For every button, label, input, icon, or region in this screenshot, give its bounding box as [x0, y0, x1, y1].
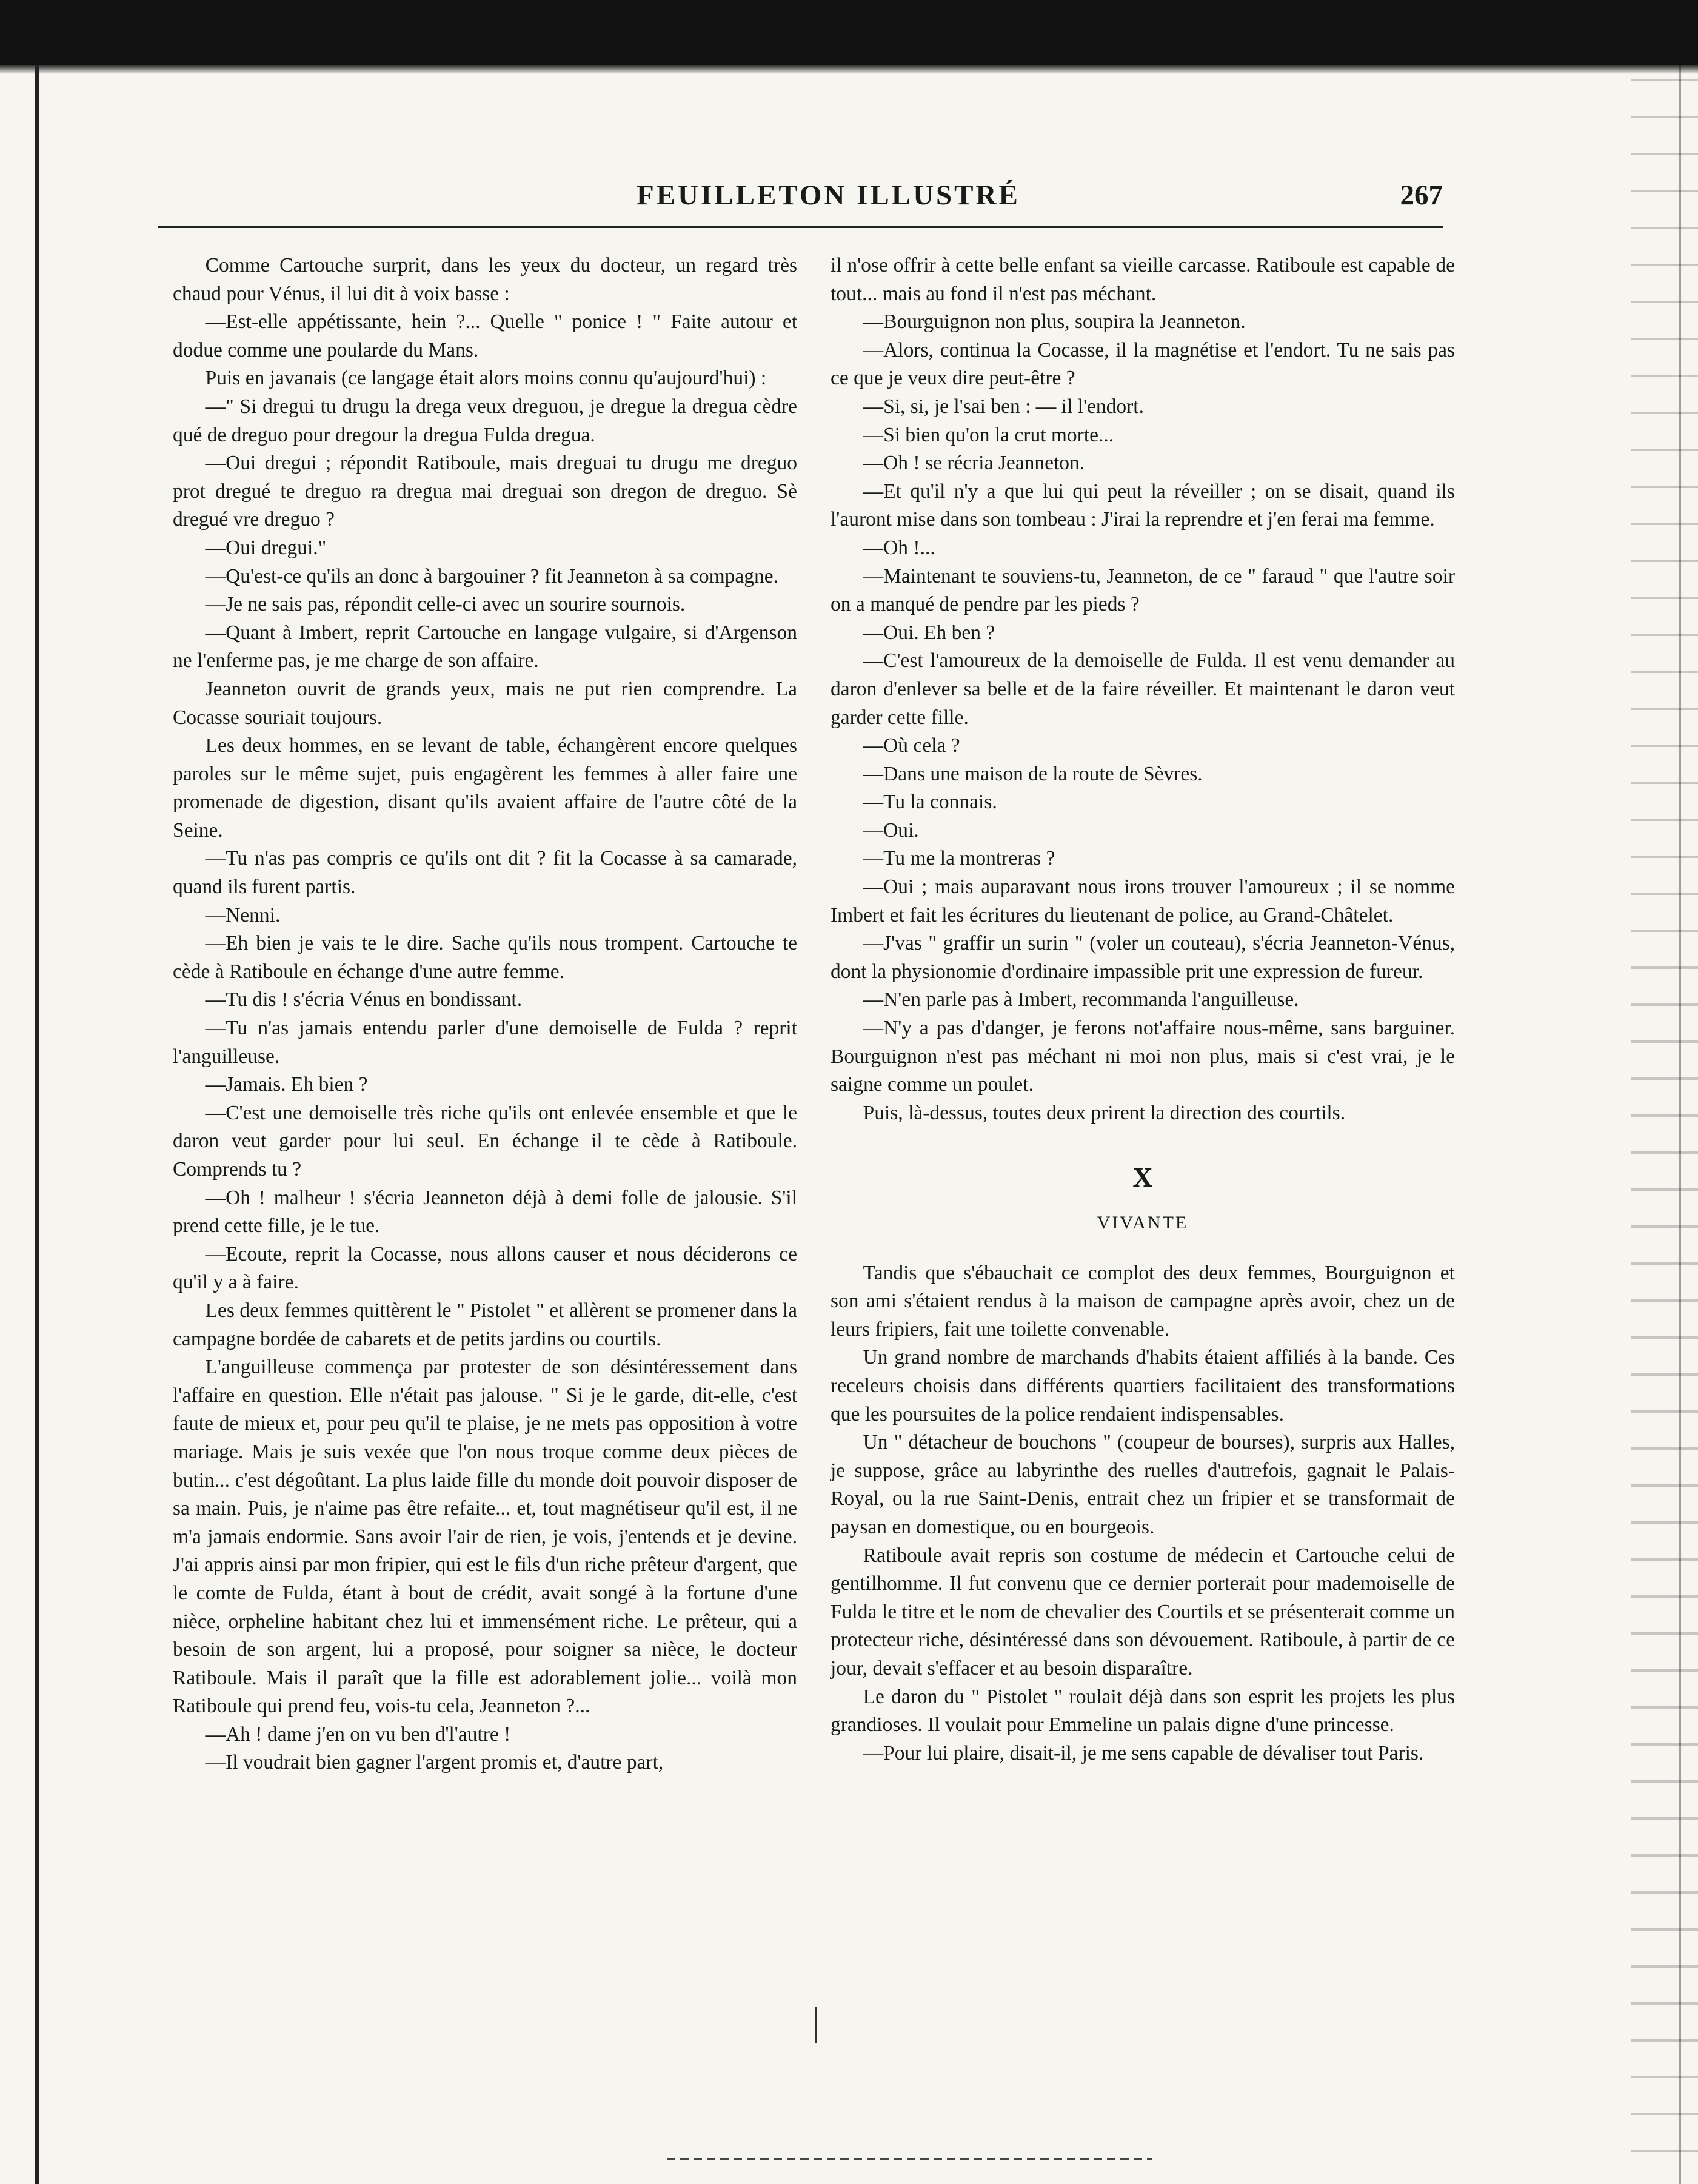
paragraph: —Tu la connais.	[863, 791, 997, 814]
paragraph: Ratiboule avait repris son costume de médecin et Cartouche celui de gentilhomme. Il fut convenu que ce dernier porterait pour mademoiselle de Fulda le titre et le nom de chevalier des Courtils et se présenterait comme un protecteur riche, désintéressé dans son dévouement. Ratiboule, à partir de ce jour, devait s'effacer et au besoin disparaître.	[831, 1544, 1455, 1680]
paragraph: Un " détacheur de bouchons " (coupeur de bourses), surpris aux Halles, je suppose, grâce au labyrinthe des ruelles d'autrefois, gagnait le Palais-Royal, ou la rue Saint-Denis, entrait chez un fripier et se transformait de paysan en domestique, ou en bourgeois.	[831, 1431, 1455, 1538]
paragraph: Puis en javanais (ce langage était alors moins connu qu'aujourd'hui) :	[205, 367, 767, 390]
scan-bottom-rule	[667, 2158, 1152, 2160]
right-column	[831, 252, 1455, 1767]
paragraph: —Tu n'as jamais entendu parler d'une demoiselle de Fulda ? reprit l'anguilleuse.	[173, 1017, 797, 1068]
scan-right-edge	[1631, 65, 1698, 2184]
paragraph: —Ecoute, reprit la Cocasse, nous allons causer et nous déciderons ce qu'il y a à faire.	[173, 1242, 797, 1294]
chapter-number: X	[1132, 1162, 1153, 1193]
paragraph: —Si, si, je l'sai ben : — il l'endort.	[863, 395, 1144, 418]
paragraph: Comme Cartouche surprit, dans les yeux du docteur, un regard très chaud pour Vénus, il lui dit à voix basse :	[173, 254, 797, 305]
paragraph: —Où cela ?	[863, 734, 960, 757]
paragraph: Tandis que s'ébauchait ce complot des deux femmes, Bourguignon et son ami s'étaient rendus à la maison de campagne après avoir, chez un de leurs fripiers, fait une toilette convenable.	[831, 1261, 1455, 1341]
page-header	[158, 179, 1443, 227]
paragraph: —Qu'est-ce qu'ils an donc à bargouiner ? fit Jeanneton à sa compagne.	[205, 564, 779, 588]
paragraph: Les deux hommes, en se levant de table, échangèrent encore quelques paroles sur le même sujet, puis engagèrent les femmes à aller faire une promenade de digestion, disant qu'ils avaient affaire de l'autre côté de la Seine.	[173, 734, 797, 842]
paragraph: —Ah ! dame j'en on vu ben d'l'autre !	[205, 1723, 511, 1746]
scan-top-shadow	[0, 65, 1698, 74]
paragraph: —Il voudrait bien gagner l'argent promis et, d'autre part,	[205, 1751, 664, 1774]
paragraph: —Tu me la montreras ?	[863, 847, 1055, 870]
left-column	[173, 252, 797, 1777]
paragraph: —Tu dis ! s'écria Vénus en bondissant.	[205, 988, 523, 1011]
paragraph: —N'y a pas d'danger, je ferons not'affaire nous-même, sans barguiner. Bourguignon n'est pas méchant ni moi non plus, mais si c'est vrai, je le saigne comme un poulet.	[831, 1017, 1455, 1096]
column-divider-mark	[815, 2007, 817, 2043]
paragraph: —Et qu'il n'y a que lui qui peut la réveiller ; on se disait, quand ils l'auront mise dans son tombeau : J'irai la reprendre et j'en ferai ma femme.	[831, 480, 1455, 531]
paragraph: —J'vas " graffir un surin " (voler un couteau), s'écria Jeanneton-Vénus, dont la physionomie d'ordinaire impassible prit une expression de fureur.	[831, 932, 1455, 983]
paragraph: —Eh bien je vais te le dire. Sache qu'ils nous trompent. Cartouche te cède à Ratiboule en échange d'une autre femme.	[173, 932, 797, 983]
paragraph: —Tu n'as pas compris ce qu'ils ont dit ? fit la Cocasse à sa camarade, quand ils furent partis.	[173, 847, 797, 899]
paragraph: —Alors, continua la Cocasse, il la magnétise et l'endort. Tu ne sais pas ce que je veux dire peut-être ?	[831, 338, 1455, 390]
paragraph: Les deux femmes quittèrent le " Pistolet " et allèrent se promener dans la campagne bordée de cabarets et de petits jardins ou courtils.	[173, 1299, 797, 1350]
header-rule	[158, 226, 1443, 228]
paragraph: —" Si dregui tu drugu la drega veux dreguou, je dregue la dregua cèdre qué de dreguo pour dregour la dregua Fulda dregua.	[173, 395, 797, 446]
paragraph: —Oui dregui ; répondit Ratiboule, mais dreguai tu drugu me dreguo prot dregué te dreguo ra dregua mai dreguai son dregon de dreguo. Sè dregué vre dreguo ?	[173, 452, 797, 531]
page-number: 267	[1400, 179, 1443, 211]
paragraph: —Maintenant te souviens-tu, Jeanneton, de ce " faraud " que l'autre soir on a manqué de pendre par les pieds ?	[831, 564, 1455, 616]
right-column-text-after	[831, 1259, 1455, 1768]
paragraph: —Si bien qu'on la crut morte...	[863, 423, 1114, 446]
paragraph: —Nenni.	[205, 903, 281, 926]
paragraph: —N'en parle pas à Imbert, recommanda l'anguilleuse.	[863, 988, 1299, 1011]
paragraph: —C'est l'amoureux de la demoiselle de Fulda. Il est venu demander au daron d'enlever sa belle et de la faire réveiller. Et maintenant le daron veut garder cette fille.	[831, 649, 1455, 729]
paragraph: —Dans une maison de la route de Sèvres.	[863, 762, 1203, 785]
scan-top-border	[0, 0, 1698, 65]
paragraph: —Quant à Imbert, reprit Cartouche en langage vulgaire, si d'Argenson ne l'enferme pas, je me charge de son affaire.	[173, 621, 797, 672]
paragraph: —Je ne sais pas, répondit celle-ci avec un sourire sournois.	[205, 593, 686, 616]
paragraph: Puis, là-dessus, toutes deux prirent la direction des courtils.	[863, 1101, 1346, 1124]
running-title: FEUILLETON ILLUSTRÉ	[637, 179, 1020, 211]
paragraph: —Oh ! se récria Jeanneton.	[863, 452, 1085, 475]
paragraph: L'anguilleuse commença par protester de son désintéressement dans l'affaire en question. Elle n'était pas jalouse. " Si je le garde, dit-elle, c'est faute de mieux et, pour peu qu'il te plaise, je ne mets pas opposition à votre mariage. Mais je suis vexée que l'on nous troque comme deux pièces de butin... c'est dégoûtant. La plus laide fille du monde doit pouvoir disposer de sa main. Puis, je n'aime pas être refaite... et, tout magnétiseur qu'il est, il ne m'a jamais endormie. Sans avoir l'air de rien, je vois, j'entends et je devine. J'ai appris ainsi par mon fripier, qui est le fils d'un riche prêteur d'argent, que le comte de Fulda, étant à bout de crédit, avait songé à la fortune d'une nièce, orpheline habitant chez lui et immensément riche. Le prêteur, qui a besoin de son argent, lui a proposé, pour soigner sa nièce, le docteur Ratiboule. Mais il paraît que la fille est adorablement jolie... voilà mon Ratiboule qui prend feu, vois-tu cela, Jeanneton ?...	[173, 1356, 797, 1718]
paragraph: —Bourguignon non plus, soupira la Jeanneton.	[863, 310, 1246, 333]
paragraph: Un grand nombre de marchands d'habits étaient affiliés à la bande. Ces receleurs choisis dans différents quartiers facilitaient des transformations que les poursuites de la police rendaient indispensables.	[831, 1346, 1455, 1425]
chapter-title: VIVANTE	[1097, 1213, 1189, 1233]
paragraph: Jeanneton ouvrit de grands yeux, mais ne put rien comprendre. La Cocasse souriait toujours.	[173, 677, 797, 729]
paragraph: —Oh !...	[863, 536, 935, 559]
paragraph: —Oui dregui."	[205, 536, 327, 559]
paragraph: —Est-elle appétissante, hein ?... Quelle " ponice ! " Faite autour et dodue comme une poularde du Mans.	[173, 310, 797, 361]
paragraph: —Jamais. Eh bien ?	[205, 1073, 368, 1096]
paragraph: —Oh ! malheur ! s'écria Jeanneton déjà à demi folle de jalousie. S'il prend cette fille, je le tue.	[173, 1186, 797, 1238]
paragraph: —Oui ; mais auparavant nous irons trouver l'amoureux ; il se nomme Imbert et fait les écritures du lieutenant de police, au Grand-Châtelet.	[831, 876, 1455, 926]
paragraph: —Oui.	[863, 819, 919, 842]
paragraph: il n'ose offrir à cette belle enfant sa vieille carcasse. Ratiboule est capable de tout... mais au fond il n'est pas méchant.	[831, 254, 1455, 305]
paragraph: —Pour lui plaire, disait-il, je me sens capable de dévaliser tout Paris.	[863, 1741, 1424, 1764]
paragraph: Le daron du " Pistolet " roulait déjà dans son esprit les projets les plus grandioses. Il voulait pour Emmeline un palais digne d'une princesse.	[831, 1685, 1455, 1737]
right-column-text-before	[831, 252, 1455, 1127]
paragraph: —Oui. Eh ben ?	[863, 621, 995, 644]
paragraph: —C'est une demoiselle très riche qu'ils ont enlevée ensemble et que le daron veut garder pour lui seul. En échange il te cède à Ratiboule. Comprends tu ?	[173, 1101, 797, 1181]
scan-left-border	[35, 65, 39, 2184]
scan-right-edge-line	[1679, 65, 1681, 2184]
